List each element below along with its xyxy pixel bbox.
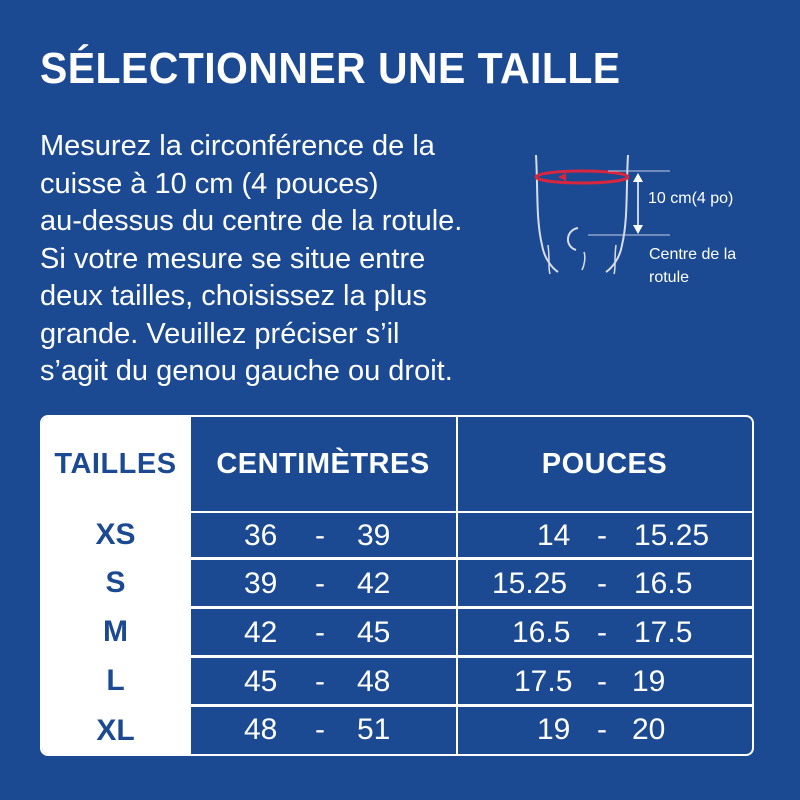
size-cell-xl: XL: [42, 707, 189, 754]
row-divider: [42, 557, 752, 560]
cm-min: 42: [244, 616, 278, 649]
in-min: 17.5: [514, 665, 573, 698]
in-min: 15.25: [492, 567, 568, 600]
row-divider: [42, 511, 752, 513]
kneecap-label-line1: Centre de la: [649, 246, 737, 263]
knee-measurement-diagram: [528, 150, 788, 290]
cm-max: 39: [357, 519, 391, 552]
cm-min: 45: [244, 665, 278, 698]
row-divider: [42, 606, 752, 609]
cm-max: 48: [357, 665, 391, 698]
in-max: 15.25: [634, 519, 710, 552]
in-max: 19: [632, 665, 666, 698]
instruction-line: Si votre mesure se situe entre: [40, 242, 426, 275]
instruction-line: deux tailles, choisissez la plus: [40, 280, 427, 312]
column-divider: [456, 417, 458, 754]
row-divider: [42, 655, 752, 658]
instruction-line: au-dessus du centre de la rotule.: [40, 205, 463, 237]
in-max: 17.5: [634, 616, 693, 649]
header-centimeters: CENTIMÈTRES: [216, 448, 430, 480]
in-min: 14: [537, 519, 571, 552]
range-separator: -: [315, 567, 325, 600]
in-max: 20: [632, 713, 666, 746]
range-separator: -: [597, 616, 607, 649]
size-cell-s: S: [42, 560, 189, 606]
instructions-text: [40, 128, 510, 391]
in-min: 16.5: [512, 616, 571, 649]
cm-max: 45: [357, 616, 391, 649]
range-separator: -: [315, 616, 325, 649]
cm-min: 36: [244, 519, 278, 552]
column-divider: [189, 417, 191, 754]
range-separator: -: [315, 519, 325, 552]
range-separator: -: [597, 519, 607, 552]
header-inches: POUCES: [541, 448, 668, 480]
instruction-line: cuisse à 10 cm (4 pouces): [40, 167, 379, 200]
cm-max: 51: [357, 713, 391, 746]
size-chart-table: [40, 415, 754, 756]
range-separator: -: [315, 713, 325, 746]
range-separator: -: [315, 665, 325, 698]
instruction-line: grande. Veuillez préciser s’il: [40, 317, 400, 350]
range-separator: -: [597, 665, 607, 698]
size-cell-m: M: [42, 609, 189, 655]
in-min: 19: [537, 713, 571, 746]
size-cell-xs: XS: [42, 513, 189, 557]
size-cell-l: L: [42, 658, 189, 704]
in-max: 16.5: [634, 567, 693, 600]
cm-max: 42: [357, 567, 391, 600]
cm-min: 48: [244, 713, 278, 746]
header-sizes: TAILLES: [42, 417, 189, 512]
kneecap-label-line2: rotule: [649, 269, 690, 286]
page-title: SÉLECTIONNER UNE TAILLE: [40, 44, 621, 93]
cm-min: 39: [244, 567, 278, 600]
row-divider: [42, 704, 752, 707]
distance-label: 10 cm(4 po): [648, 190, 734, 207]
instruction-line: Mesurez la circonférence de la: [40, 130, 435, 162]
instruction-line: s’agit du genou gauche ou droit.: [40, 355, 453, 387]
range-separator: -: [597, 713, 607, 746]
range-separator: -: [597, 567, 607, 600]
